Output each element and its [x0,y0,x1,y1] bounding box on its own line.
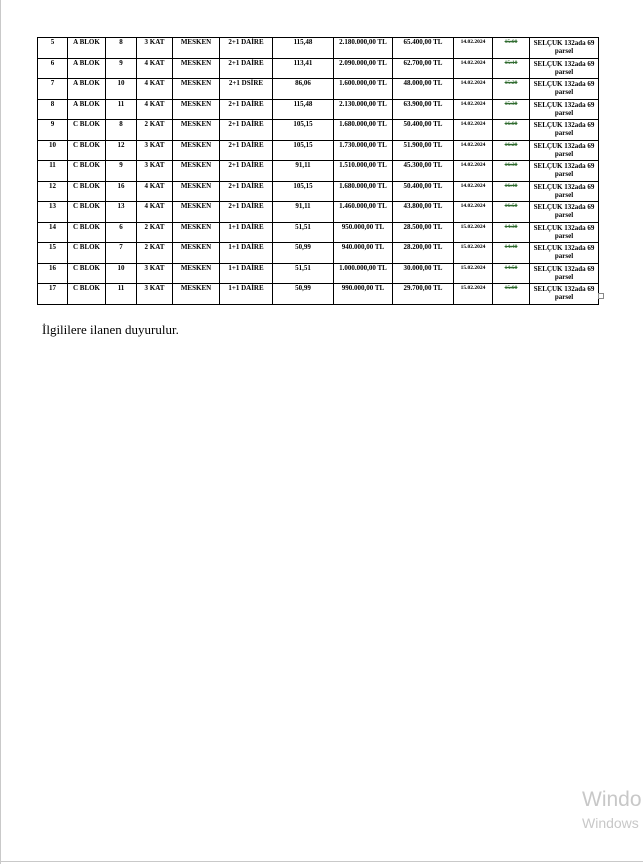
cell-area: 91,11 [273,161,334,182]
cell-block: C BLOK [68,181,106,202]
cell-auction-date: 14.02.2024 [454,38,493,59]
cell-unit-number: 13 [106,202,137,223]
table-row [38,284,599,305]
cell-auction-date: 14.02.2024 [454,202,493,223]
cell-auction-date: 15.02.2024 [454,263,493,284]
cell-floor: 3 KAT [137,284,173,305]
cell-location: SELÇUK 132ada 69 parsel [530,58,599,79]
cell-usage: MESKEN [173,58,220,79]
cell-deposit: 50.400,00 TL [393,120,454,141]
cell-deposit: 63.900,00 TL [393,99,454,120]
cell-area: 115,48 [273,38,334,59]
cell-location: SELÇUK 132ada 69 parsel [530,79,599,100]
cell-unit-type: 2+1 DAİRE [220,99,273,120]
cell-unit-number: 11 [106,99,137,120]
cell-auction-time: 15:30 [493,99,530,120]
cell-block: C BLOK [68,202,106,223]
cell-unit-number: 16 [106,181,137,202]
cell-unit-number: 11 [106,284,137,305]
cell-unit-number: 6 [106,222,137,243]
cell-unit-type: 1+1 DAİRE [220,243,273,264]
cell-area: 51,51 [273,263,334,284]
cell-area: 50,99 [273,243,334,264]
cell-auction-date: 15.02.2024 [454,284,493,305]
table-body [38,38,599,305]
activation-watermark-line1: Windo [582,788,642,811]
cell-unit-type: 2+1 DAİRE [220,140,273,161]
cell-unit-type: 1+1 DAİRE [220,222,273,243]
cell-location: SELÇUK 132ada 69 parsel [530,181,599,202]
cell-block: C BLOK [68,120,106,141]
cell-area: 86,06 [273,79,334,100]
cell-row-number: 11 [38,161,68,182]
cell-unit-type: 1+1 DAİRE [220,284,273,305]
table-row [38,120,599,141]
cell-unit-type: 2+1 DAİRE [220,58,273,79]
table-row [38,181,599,202]
cell-floor: 3 KAT [137,263,173,284]
table-resize-handle[interactable] [598,293,604,299]
table-row [38,202,599,223]
cell-row-number: 10 [38,140,68,161]
table-row [38,161,599,182]
cell-floor: 2 KAT [137,222,173,243]
cell-block: C BLOK [68,222,106,243]
cell-unit-type: 2+1 DAİRE [220,38,273,59]
cell-unit-type: 1+1 DAİRE [220,263,273,284]
closing-statement: İlgililere ilanen duyurulur. [42,322,179,337]
cell-estimated-value: 1.460.000,00 TL [334,202,393,223]
cell-unit-type: 2+1 DSİRE [220,79,273,100]
cell-auction-time: 14:50 [493,263,530,284]
cell-auction-time: 14:40 [493,243,530,264]
table-row [38,243,599,264]
cell-auction-time: 15:20 [493,79,530,100]
cell-auction-date: 14.02.2024 [454,140,493,161]
cell-usage: MESKEN [173,222,220,243]
cell-deposit: 30.000,00 TL [393,263,454,284]
cell-auction-time: 16:30 [493,161,530,182]
cell-usage: MESKEN [173,243,220,264]
cell-row-number: 13 [38,202,68,223]
table-row [38,140,599,161]
cell-block: C BLOK [68,161,106,182]
cell-location: SELÇUK 132ada 69 parsel [530,284,599,305]
cell-area: 105,15 [273,120,334,141]
cell-floor: 4 KAT [137,58,173,79]
cell-row-number: 5 [38,38,68,59]
cell-estimated-value: 1.510.000,00 TL [334,161,393,182]
page-edge-bottom [0,861,643,862]
cell-block: A BLOK [68,38,106,59]
cell-estimated-value: 2.130.000,00 TL [334,99,393,120]
cell-auction-date: 14.02.2024 [454,161,493,182]
cell-location: SELÇUK 132ada 69 parsel [530,161,599,182]
cell-area: 91,11 [273,202,334,223]
cell-usage: MESKEN [173,263,220,284]
cell-estimated-value: 990.000,00 TL [334,284,393,305]
cell-block: C BLOK [68,263,106,284]
cell-estimated-value: 1.680.000,00 TL [334,120,393,141]
cell-floor: 2 KAT [137,243,173,264]
cell-unit-type: 2+1 DAİRE [220,181,273,202]
cell-usage: MESKEN [173,284,220,305]
cell-estimated-value: 2.090.000,00 TL [334,58,393,79]
cell-auction-date: 15.02.2024 [454,222,493,243]
cell-unit-number: 8 [106,120,137,141]
cell-block: A BLOK [68,79,106,100]
cell-row-number: 8 [38,99,68,120]
cell-estimated-value: 1.730.000,00 TL [334,140,393,161]
cell-row-number: 6 [38,58,68,79]
table-row [38,263,599,284]
cell-auction-date: 15.02.2024 [454,243,493,264]
cell-unit-type: 2+1 DAİRE [220,161,273,182]
cell-auction-date: 14.02.2024 [454,79,493,100]
cell-floor: 3 KAT [137,161,173,182]
cell-auction-time: 15:00 [493,284,530,305]
cell-usage: MESKEN [173,161,220,182]
cell-location: SELÇUK 132ada 69 parsel [530,38,599,59]
cell-floor: 4 KAT [137,181,173,202]
table-row [38,99,599,120]
cell-floor: 3 KAT [137,140,173,161]
cell-deposit: 65.400,00 TL [393,38,454,59]
cell-row-number: 12 [38,181,68,202]
cell-estimated-value: 940.000,00 TL [334,243,393,264]
cell-area: 115,48 [273,99,334,120]
cell-floor: 4 KAT [137,202,173,223]
cell-deposit: 45.300,00 TL [393,161,454,182]
cell-block: C BLOK [68,243,106,264]
cell-deposit: 43.800,00 TL [393,202,454,223]
page-edge-left [0,0,1,864]
cell-usage: MESKEN [173,202,220,223]
cell-area: 105,15 [273,181,334,202]
cell-auction-time: 14:30 [493,222,530,243]
cell-deposit: 29.700,00 TL [393,284,454,305]
cell-deposit: 51.900,00 TL [393,140,454,161]
cell-area: 51,51 [273,222,334,243]
cell-location: SELÇUK 132ada 69 parsel [530,140,599,161]
cell-usage: MESKEN [173,120,220,141]
cell-unit-number: 8 [106,38,137,59]
cell-area: 50,99 [273,284,334,305]
cell-usage: MESKEN [173,79,220,100]
table-row [38,79,599,100]
cell-unit-number: 10 [106,263,137,284]
cell-floor: 4 KAT [137,79,173,100]
table-row [38,58,599,79]
cell-location: SELÇUK 132ada 69 parsel [530,263,599,284]
cell-unit-number: 10 [106,79,137,100]
cell-unit-number: 9 [106,161,137,182]
cell-unit-type: 2+1 DAİRE [220,202,273,223]
cell-deposit: 28.200,00 TL [393,243,454,264]
cell-auction-date: 14.02.2024 [454,99,493,120]
cell-block: C BLOK [68,284,106,305]
table-row [38,38,599,59]
cell-row-number: 16 [38,263,68,284]
cell-unit-type: 2+1 DAİRE [220,120,273,141]
cell-location: SELÇUK 132ada 69 parsel [530,222,599,243]
cell-estimated-value: 1.680.000,00 TL [334,181,393,202]
cell-deposit: 28.500,00 TL [393,222,454,243]
cell-block: C BLOK [68,140,106,161]
cell-deposit: 48.000,00 TL [393,79,454,100]
cell-unit-number: 9 [106,58,137,79]
cell-area: 113,41 [273,58,334,79]
table-row [38,222,599,243]
cell-deposit: 50.400,00 TL [393,181,454,202]
cell-usage: MESKEN [173,140,220,161]
cell-location: SELÇUK 132ada 69 parsel [530,120,599,141]
cell-floor: 2 KAT [137,120,173,141]
cell-floor: 3 KAT [137,38,173,59]
cell-auction-date: 14.02.2024 [454,181,493,202]
cell-unit-number: 12 [106,140,137,161]
cell-auction-time: 16:40 [493,181,530,202]
cell-estimated-value: 950.000,00 TL [334,222,393,243]
cell-usage: MESKEN [173,181,220,202]
cell-estimated-value: 1.600.000,00 TL [334,79,393,100]
cell-unit-number: 7 [106,243,137,264]
cell-row-number: 9 [38,120,68,141]
property-auction-table [37,37,599,305]
cell-auction-time: 15:00 [493,38,530,59]
cell-block: A BLOK [68,99,106,120]
cell-auction-time: 16:20 [493,140,530,161]
cell-block: A BLOK [68,58,106,79]
cell-usage: MESKEN [173,38,220,59]
activation-watermark-line2: Windows [582,815,639,831]
cell-row-number: 14 [38,222,68,243]
cell-location: SELÇUK 132ada 69 parsel [530,99,599,120]
cell-estimated-value: 2.180.000,00 TL [334,38,393,59]
cell-area: 105,15 [273,140,334,161]
cell-auction-time: 15:10 [493,58,530,79]
cell-auction-time: 16:50 [493,202,530,223]
cell-estimated-value: 1.000.000,00 TL [334,263,393,284]
cell-floor: 4 KAT [137,99,173,120]
cell-deposit: 62.700,00 TL [393,58,454,79]
cell-usage: MESKEN [173,99,220,120]
cell-row-number: 15 [38,243,68,264]
cell-location: SELÇUK 132ada 69 parsel [530,202,599,223]
cell-auction-date: 14.02.2024 [454,120,493,141]
cell-auction-date: 14.02.2024 [454,58,493,79]
cell-location: SELÇUK 132ada 69 parsel [530,243,599,264]
cell-row-number: 17 [38,284,68,305]
cell-auction-time: 16:00 [493,120,530,141]
cell-row-number: 7 [38,79,68,100]
